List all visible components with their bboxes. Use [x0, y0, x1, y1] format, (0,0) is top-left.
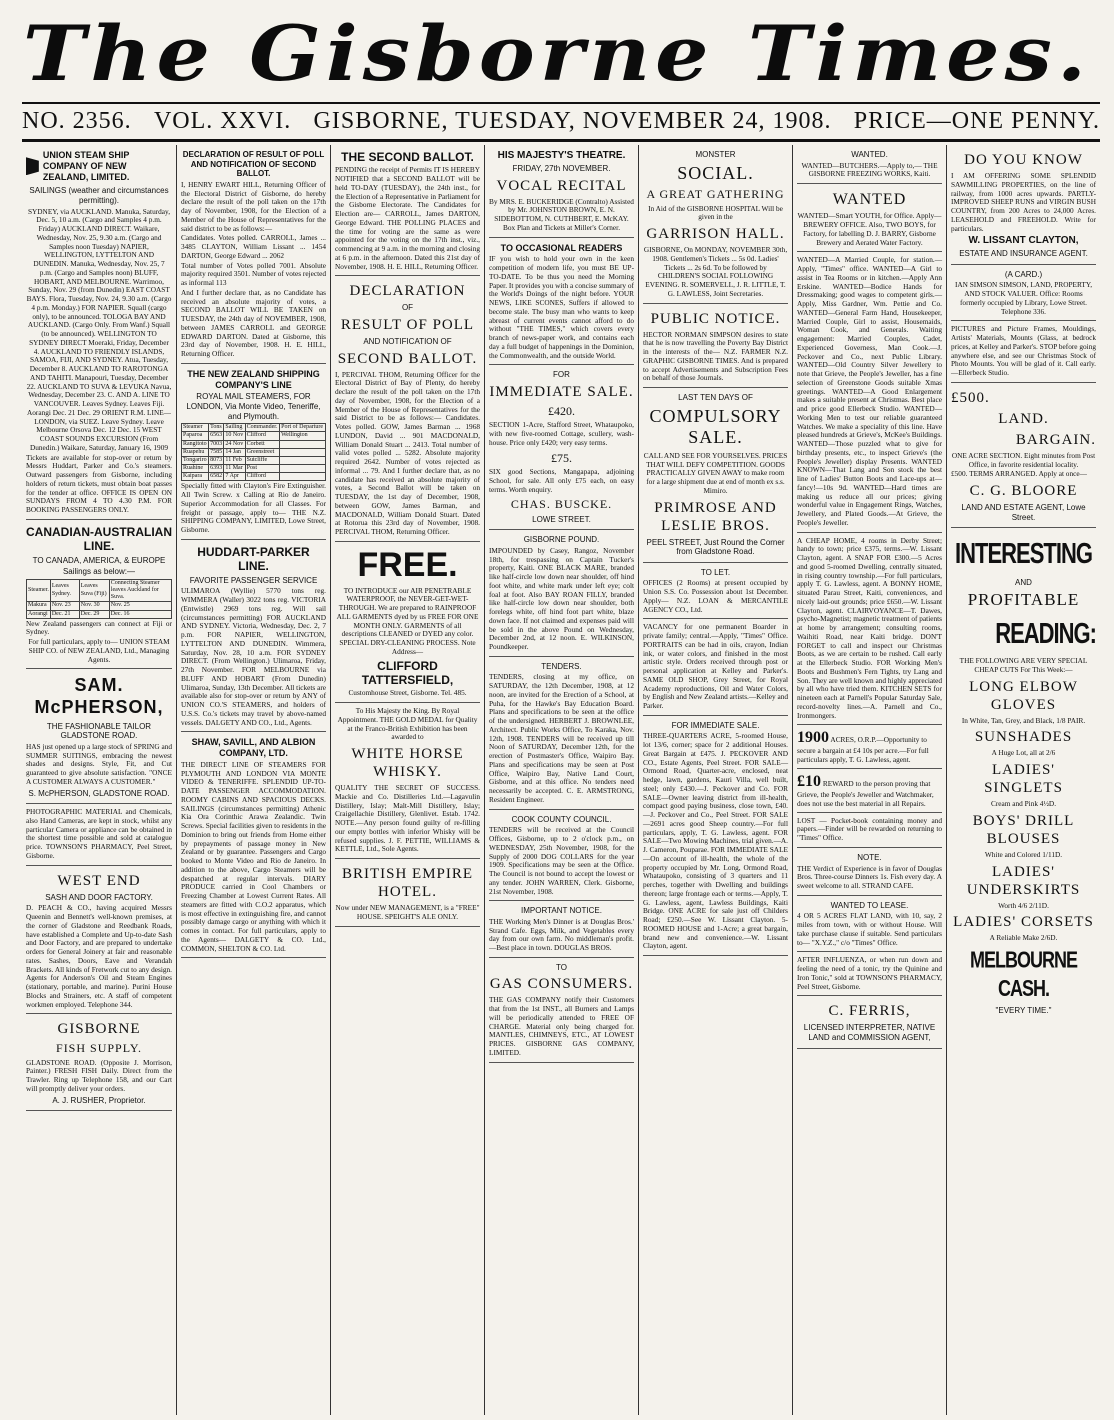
decl2-text: I, PERCIVAL THOM, Returning Officer for the Electoral District of Bay of Plenty, do hereby declare the result of the poll taken on the 17th day of November, 1908, for the Election of a Member of the House of Representatives for the said District to be as follows:— Candidates. Votes polled. GOW, James Barman ... 1968 LUNDON, David ... 901 MACDONALD, William Donald Stuart ... 2413. Total number of valid votes polled ... 5282. Absolute majority required 2642. Number of votes rejected as informal ... 79. And I further declare that, as no candidate has received an absolute majority of votes, a Second Ballot will be taken on TUESDAY, the 1st day of December, 1908, between GOW, James Barman, and MACDONALD, William Donald Stuart. Dated at Rotorua this 23rd day of November, 1908. PERCIVAL THOM, Returning Officer.	[335, 369, 480, 537]
nz-shipping-sub: ROYAL MAIL STEAMERS, FOR LONDON, Via Monte Video, Teneriffe, and Plymouth.	[186, 392, 321, 421]
sale-for: FOR	[553, 370, 570, 380]
readers-heading: TO OCCASIONAL READERS	[500, 242, 623, 253]
fish-heading: GISBORNE	[57, 1021, 141, 1038]
westend-ad	[26, 866, 172, 1015]
declaration-text: I, HENRY EWART HILL, Returning Officer of the Electoral District of Gisborne, do hereby declare the result of the poll taken on the 17th day of November, 1908, for the Election of a Member of the House of Representatives for the said district to be as follows:—	[181, 179, 326, 233]
table-cell: Aorangi	[27, 610, 51, 618]
shaw-heading: SHAW, SAVILL, AND ALBION COMPANY, LTD.	[191, 737, 316, 759]
table-row	[27, 610, 172, 618]
table-cell: 14 Jan	[224, 448, 245, 456]
table-cell: Tons	[209, 424, 224, 432]
table-cell: Greenstreet	[245, 448, 279, 456]
reward-ad	[797, 769, 942, 813]
table-cell: 11 Mar	[224, 465, 245, 473]
decl2-heading-5: SECOND BALLOT.	[337, 350, 478, 367]
table-cell: Sutcliffe	[245, 456, 279, 464]
singlets-heading: LADIES' SINGLETS	[984, 762, 1063, 797]
declaration-gisborne	[181, 145, 326, 364]
fish-sign: A. J. RUSHER, Proprietor.	[52, 1095, 146, 1105]
special-text: THE FOLLOWING ARE VERY SPECIAL CHEAP CUTS For This Week:—	[959, 656, 1088, 674]
table-cell: 8073	[210, 456, 223, 463]
table-row	[182, 456, 326, 464]
table-row	[182, 440, 326, 448]
simson-card	[951, 265, 1096, 322]
card-heading: (A CARD.)	[1004, 269, 1043, 279]
let-heading: TO LET.	[700, 567, 731, 577]
ballot-text: PENDING the receipt of Permits IT IS HEREBY NOTIFIED that a SECOND BALLOT will be held TO-DAY (TUESDAY), the 24th inst., for the Election of a Representative in Parliament for the Gisborne Electorate. The Candidates for Election are— CARROLL, James DARTON, George Edward. THE POLLING PLACES and the time for voting are the same as were appointed for the voting on the 17th inst., viz., commencing at 9 a.m. in the morning and closing at 6 p.m. in the afternoon. Dated this 21st day of November, 1908. H. E. HILL, Returning Officer.	[335, 165, 480, 271]
bloore-sub: LAND AND ESTATE AGENT, Lowe Street.	[961, 503, 1086, 522]
column-6	[792, 145, 946, 1415]
wanted1-text: WANTED—BUTCHERS.—Apply to,— THE GISBORNE FREEZING WORKS, Kaiti.	[801, 160, 938, 179]
ballot-heading: THE SECOND BALLOT.	[341, 150, 474, 164]
canadian-sub: TO CANADA, AMERICA, & EUROPE	[32, 555, 166, 565]
decl2-heading-2: OF	[401, 303, 414, 313]
underskirts-text: Worth 4/6 2/11D.	[998, 900, 1049, 910]
theatre-title: VOCAL RECITAL	[496, 177, 627, 194]
union-note: Tickets are available for stop-over or return by Messrs Huddart, Parker and Co.'s steamers. Outward passengers from Gisborne, including holders of return tickets, must obtain boat passes for the tender at office. OFFICE IS OPEN ON SUNDAYS FROM 4 TO 4.30 P.M. FOR BOOKING PASSENGERS ONLY.	[26, 452, 172, 515]
cook-heading: COOK COUNTY COUNCIL.	[511, 814, 612, 824]
wanted-youth	[797, 184, 942, 252]
social-hall: GARRISON HALL.	[646, 226, 785, 243]
last-text: CALL AND SEE FOR YOURSELVES. PRICES THAT WILL DEFY COMPETITION. GOODS PRACTICALLY GIVEN AWAY to make room for a large shipment due at end of month ex s.s. Mimiro.	[643, 450, 788, 495]
hotel-text: Now under NEW MANAGEMENT, is a "FREE" HOUSE. SPEIGHT'S ALE ONLY.	[335, 903, 480, 921]
free-sign: CLIFFORD TATTERSFIELD,	[361, 658, 454, 688]
table-cell: 10 Nov	[225, 432, 244, 439]
newspaper-title: The Gisborne Times.	[22, 8, 1092, 99]
union-sailings: SAILINGS (weather and circumstances permitting).	[29, 186, 169, 205]
land-bargain: BARGAIN.	[1015, 431, 1096, 448]
cash-sub: "EVERY TIME."	[995, 1006, 1052, 1016]
profitable-heading: PROFITABLE	[967, 590, 1080, 610]
table-cell: Commander.	[245, 424, 279, 432]
table-cell: 7003	[210, 440, 223, 447]
pound-heading: GISBORNE POUND.	[523, 535, 600, 545]
mcpherson-sub: THE FASHIONABLE TAILOR GLADSTONE ROAD.	[46, 721, 152, 741]
column-4	[484, 145, 638, 1415]
let-text: OFFICES (2 Rooms) at present occupied by Union S.S. Co. Possession about 1st December. Apply— N.Z. LOAN & MERCANTILE AGENCY CO., Ltd.	[643, 578, 788, 614]
huddart-heading: HUDDART-PARKER LINE.	[197, 544, 310, 574]
acres-text: ACRES, O.R.P.—Opportunity to secure a bargain at £4 10s per acre.—For full particulars apply, T. G. Lawless, agent.	[797, 735, 929, 765]
sunshades-heading: SUNSHADES	[974, 729, 1073, 746]
column-7	[946, 145, 1100, 1415]
second-ballot-notice	[335, 145, 480, 276]
decl2-heading-4: AND NOTIFICATION OF	[363, 336, 452, 346]
acres-number: 1900	[797, 729, 829, 747]
table-cell: Port of Departure	[280, 424, 326, 432]
primrose-heading: PRIMROSE AND LESLIE BROS.	[654, 499, 777, 534]
note-heading: NOTE.	[857, 852, 882, 862]
public-heading: PUBLIC NOTICE.	[650, 310, 781, 327]
free-ad	[335, 542, 480, 703]
reading-heading: READING:	[995, 616, 1096, 650]
public-text: HECTOR NORMAN SIMPSON desires to state that he is now travelling the Poverty Bay District in the interests of the— N.Z. FARMER N.Z. GRAPHIC GISBORNE TIMES. And is prepared to accept Advertisements and Subscription Fees on behalf of those Journals.	[643, 329, 788, 383]
westend-sub: SASH AND DOOR FACTORY.	[45, 892, 153, 902]
table-cell: Kaipara	[182, 473, 209, 481]
last-heading: COMPULSORY SALE.	[649, 405, 782, 448]
table-cell: 11 Feb	[224, 456, 245, 464]
table-cell: Post	[245, 465, 279, 473]
declaration-candidates: Candidates. Votes polled. CARROLL, James ... 3485 CLAYTON, William Lissant ... 1454 DARTON, George Edward ... 2062	[181, 233, 326, 260]
masthead	[0, 0, 1114, 105]
misc-list	[797, 533, 942, 726]
social-sub: A GREAT GATHERING	[646, 187, 785, 202]
canadian-ad	[26, 520, 172, 670]
table-cell: Wellington	[280, 432, 326, 440]
table-row	[27, 602, 172, 610]
lost-text: LOST — Pocket-book containing money and papers.—Finder will be rewarded on returning to "Times" Office.	[797, 815, 942, 843]
dateline: GISBORNE, TUESDAY, NOVEMBER 24, 1908.	[313, 107, 832, 134]
ferris-ad	[797, 996, 942, 1048]
table-cell: Dec. 16	[109, 610, 171, 618]
misc-list-text: A CHEAP HOME, 4 rooms in Derby Street; handy to town; price £375, terms.—W. Lissant Clayton, agent. A SNAP FOR £300.—5 Acres and good 5-roomed Dwelling, centrally situated, in rising country township.—For full particulars, apply T. G. Lawless, agent. A BONNY HOME, situated Parau Street, Kaiti, conveniences, and nicely laid-out grounds; price £650.—W. Lissant Clayton, agent. CLAIRVOYANCE—T. Dawes, psycho-Magnetist; magnetic treatment of patients at home by arrangement; consulting rooms, Waihiti Road, near Kaiti bridge. DON'T FORGET to call and inspect our Christmas Boots, as we are certain to be rushed. Call early at the Ellerbeck Studio. FOR Working Men's Boots and Bushmen's Fern Tights, try Lang and Son. They are well known and highly appreciated by all who have tried them. KITCHEN SETS for nineteen each at Parnell's Popular Saturday Sale, record-novelty lines.—A. Parnell and Co., Ironmongers.	[797, 535, 942, 720]
table-cell: Leaves Sydney.	[50, 579, 79, 602]
table-cell: Paparoa	[182, 432, 209, 440]
table-cell: Clifford	[245, 473, 279, 481]
nz-shipping-heading: THE NEW ZEALAND SHIPPING COMPANY'S LINE	[187, 368, 320, 390]
table-cell: 6582	[210, 473, 223, 480]
important-ad	[489, 901, 634, 958]
canadian-apply: For full particulars, apply to— UNION STEAM SHIP CO. of NEW ZEALAND, Ltd., Managing Agents.	[28, 637, 170, 664]
hotel-heading: BRITISH EMPIRE HOTEL.	[341, 866, 474, 901]
gas-ad	[489, 958, 634, 1063]
lost-ad	[797, 813, 942, 848]
mcpherson-text: HAS just opened up a large stock of SPRING and SUMMER SUITINGS, embracing the newest shades and designs. Style, Fit, and Cut guaranteed to give absolute satisfaction. "ONCE A CUSTOMER ALWAYS A CUSTOMER."	[26, 741, 172, 786]
cook-text: TENDERS will be received at the Council Offices, Gisborne, up to 2 o'clock p.m., on WEDNESDAY, 25th November, 1908, for the Supply of 2000 DOG COLLARS for the year 1909. Specifications may be seen at the Office. The Council is not bound to accept the lowest or any tender. JOHN WARREN, Clerk. Gisborne, 21st November, 1908.	[489, 825, 634, 896]
table-cell	[280, 440, 326, 448]
free-address: Customhouse Street, Gisborne. Tel. 485.	[348, 688, 467, 698]
tenders-ad	[489, 657, 634, 810]
and-text: AND	[1015, 577, 1032, 587]
land-heading: LAND.	[998, 410, 1049, 427]
column-1	[22, 145, 176, 1415]
table-cell: Sailing	[224, 424, 245, 432]
table-cell: Corbett	[245, 440, 279, 448]
bloore-heading: C. G. BLOORE	[969, 483, 1078, 500]
whisky-heading: WHITE HORSE WHISKY.	[351, 746, 464, 781]
table-row	[182, 473, 326, 481]
gas-text: THE GAS COMPANY notify their Customers that from the 1st INST., all Burners and Lamps will be periodically attended to FREE OF CHARGE. Material only being charged for. MANTLES, CHIMNEYS, ETC., AT LOWEST PRICES. GISBORNE GAS COMPANY, LIMITED.	[489, 995, 634, 1057]
table-cell: Steamer.	[27, 579, 51, 602]
nz-shipping-text: Specially fitted with Clayton's Fire Extinguisher. All Twin Screw. x Calling at Rio de Janeiro. Superior Accommodation for all Classes. For freight or passage, apply to— THE N.Z. SHIPPING COMPANY, LIMITED, Lowe Street, Gisborne.	[181, 481, 326, 535]
tenders-text: TENDERS, closing at my office, on SATURDAY, the 12th December, 1908, at 12 noon, are invited for the Erection of a School, at Puha, for the Hawke's Bay Education Board. Plans and specifications to be seen at the office of the undersigned. HERBERT J. BROWNLEE, Architect. Public Works Office, To Karaka, Nov. 12th, 1908. TENDERS will be received up till Noon of SATURDAY, December 12th, for the erection of Postmaster's Office, Waipiro Bay. Plans and specifications may be seen at Post Office, Waipiro Bay, Native Land Court, Gisborne, and at this office. No tenders need necessarily be accepted. C. E. ARMSTRONG, Resident Engineer.	[489, 672, 634, 804]
know-text: I AM OFFERING SOME SPLENDID SAWMILLING PROPERTIES, on the line of railway, from 1000 acres upwards. PARTLY-IMPROVED SHEEP RUNS and VIRGIN BUSH COUNTRY, from 200 Acres to 24,000 Acres. LEASEHOLD and FREEHOLD. Write for particulars.	[951, 171, 1096, 233]
lease-ad	[797, 896, 942, 953]
declaration-totals: Total number of Votes polled 7001. Absolute majority required 3501. Number of votes rejected as informal 113	[181, 260, 326, 288]
table-cell: 6393	[210, 465, 223, 472]
reward-text: REWARD to the person proving that Grieve, the People's Jeweller and Watchmaker, does not use the best material in all Repairs.	[797, 778, 934, 808]
buscke-ad	[489, 365, 634, 530]
wanted1-heading: WANTED.	[851, 150, 888, 159]
lease-heading: WANTED TO LEASE.	[830, 900, 909, 910]
whisky-text: To His Majesty the King. By Royal Appointment. THE GOLD MEDAL for Quality at the Franco-British Exhibition has been awarded to	[337, 706, 478, 742]
table-cell: 24 Nov	[225, 440, 244, 447]
table-cell: Nov. 23	[50, 602, 79, 610]
masthead-rule	[22, 102, 1100, 104]
sunshades-text: A Huge Lot, all at 2/6	[991, 748, 1056, 758]
table-cell: Ruahine	[182, 465, 209, 473]
declaration-footer: And I further declare that, as no Candidate has received an absolute majority of votes, a SECOND BALLOT WILL BE TAKEN on TUESDAY, the 24th day of NOVEMBER, 1908, between JAMES CARROLL and GEORGE EDWARD DARTON. Dated at Gisborne, this 23rd day of November, 1908. H. E. HILL, Returning Officer.	[181, 287, 326, 359]
cash-heading: MELBOURNE CASH.	[970, 946, 1077, 1001]
theatre-ad	[489, 145, 634, 238]
note-ad	[797, 848, 942, 896]
mcpherson-heading: SAM. McPHERSON,	[34, 675, 164, 718]
column-2	[176, 145, 330, 1415]
info-rule	[22, 139, 1100, 142]
column-5	[638, 145, 792, 1415]
immediate-sale-ad	[643, 716, 788, 956]
blouses-heading: BOYS' DRILL BLOUSES	[972, 812, 1075, 847]
canadian-heading: CANADIAN-AUSTRALIAN LINE.	[26, 524, 172, 554]
table-cell: 7585	[210, 448, 223, 455]
table-row	[182, 432, 326, 440]
photo-ad	[26, 804, 172, 866]
primrose-address: PEEL STREET, Just Round the Corner from Gladstone Road.	[646, 537, 785, 557]
sale-price-1: £420.	[548, 403, 575, 418]
table-cell	[280, 448, 326, 456]
huddart-ad	[181, 540, 326, 732]
ferris-heading: C. FERRIS,	[828, 1003, 911, 1020]
fish-ad	[26, 1014, 172, 1111]
whisky-footer: QUALITY THE SECRET OF SUCCESS. Mackie and Co. Distilleries Ltd.—Lagavulin Distillery, Islay; Malt-Mill Distillery, Islay; Craigellachie Distillery, Glenlivet. Estab. 1742. NOTE.—Any person found guilty of re-filling our empty bottles with inferior Whisky will be refused supplies. J. F. PETTIE, WILLIAMS & KETTLE, Ltd., Sole Agents.	[335, 783, 480, 854]
decl2-heading-1: DECLARATION	[349, 283, 466, 300]
pictures-ad	[951, 321, 1096, 383]
union-heading: UNION STEAM SHIP COMPANY OF NEW ZEALAND, LIMITED.	[42, 150, 130, 182]
fish-text: GLADSTONE ROAD. (Opposite J. Morrison, Painter.) FRESH FISH Daily. Direct from the Trawler. Ring up Telephone 158, and our Cart will promptly deliver your orders.	[26, 1057, 172, 1093]
important-heading: IMPORTANT NOTICE.	[521, 906, 602, 916]
table-cell: Nov. 30	[79, 602, 109, 610]
table-cell: Rangitoto	[183, 440, 207, 447]
classifieds-text: VACANCY for one permanent Boarder in private family; central.—Apply, "Times" Office. PORTRAITS can be had in oils, crayon, Indian ink, or water colors, and finished in the most artistic style. Orders received through post or personal application at Kelley and Parker's. SAME OLD SHOP, Grey Street, for Royal Academy reproductions, Oil and Water Colors, by English and New Zealand artists.—Kelley and Parker.	[643, 622, 788, 711]
volume-number: VOL. XXVI.	[153, 107, 292, 134]
immsale-heading: FOR IMMEDIATE SALE.	[671, 720, 760, 730]
column-3	[330, 145, 484, 1415]
hotel-ad	[335, 859, 480, 927]
terms-text: £500. TERMS ARRANGED. Apply at once—	[951, 469, 1087, 479]
free-text: TO INTRODUCE our AIR PENETRABLE WATERPROOF, the NEVER-GET-WET-THROUGH. We are prepared to RAINPROOF ALL GARMENTS dyed by us FREE FOR ONE MONTH ONLY. GARMENTS of all descriptions CLEANED or DYED any color. SPECIAL DRY-CLEANING PROCESS. Note Address—	[336, 585, 479, 656]
columns	[22, 145, 1100, 1415]
important-text: THE Working Men's Dinner is at Douglas Bros.' Strand Cafe. Eggs, Milk, and Vegetables every day from our own farm. No middleman's profit.—Best place in town. DOUGLAS BROS.	[489, 916, 634, 953]
know-ad	[951, 145, 1096, 265]
to-let-ad	[643, 563, 788, 620]
classifieds	[643, 619, 788, 716]
table-cell	[280, 473, 326, 481]
price: PRICE—ONE PENNY.	[853, 107, 1100, 134]
pound-text: IMPOUNDED by Casey, Rangoz, November 18th, for trespassing on Captain Tucker's property, Kaiti. ONE BLACK MARE, branded like half-circle low down near shoulder, off hind foot white, and white mark under left eye; colt foal at foot. Also BAY ROAN FILLY, branded like half-circle low down near shoulder, both forelegs white, off hind foot part white, blaze down face. If not claimed and expenses paid will be sold in the above Pound on Wednesday, December 2nd, at 12 noon. E. WILKINSON, Poundkeeper.	[489, 545, 634, 652]
compulsory-sale-ad	[643, 388, 788, 563]
corsets-text: A Reliable Make 2/6D.	[989, 933, 1058, 943]
social-heading: SOCIAL.	[677, 162, 754, 183]
interesting-heading: INTERESTING	[955, 537, 1092, 570]
note-text: THE Verdict of Experience is in favor of Douglas Bros. Three-course Dinners 1s. Fish every day. A sweet welcome to all. STRAND CAFE.	[797, 863, 942, 890]
declaration-heading: DECLARATION OF RESULT OF POLL AND NOTIFICATION OF SECOND BALLOT.	[182, 150, 325, 179]
cook-ad	[489, 810, 634, 902]
table-row	[182, 448, 326, 456]
last-days: LAST TEN DAYS OF	[678, 393, 753, 403]
lease-text: 4 OR 5 ACRES FLAT LAND, with 10, say, 2 miles from town, with or without House. Will take purchase clause if suitable. Send particulars to— "X.Y.Z.," c/o "Times" Office.	[797, 911, 942, 947]
land-text: ONE ACRE SECTION. Eight minutes from Post Office, in favorite residential locality.	[951, 450, 1096, 469]
union-steam-ad	[26, 145, 172, 520]
clayton-heading: W. LISSANT CLAYTON,	[968, 235, 1079, 247]
gloves-heading: LONG ELBOW GLOVES	[969, 678, 1078, 713]
social-text: In Aid of the GISBORNE HOSPITAL Will be given in the	[648, 203, 783, 222]
acres-ad	[797, 725, 942, 769]
wanted2-heading: WANTED	[832, 191, 907, 209]
gas-to: TO	[556, 962, 567, 972]
photo-text: PHOTOGRAPHIC MATERIAL and Chemicals, also Hand Cameras, are kept in stock, whilst any particular Camera or appliance can be obtained in the shortest time possible and sold at catalogue price. TOWNSON'S PHARMACY, Peel Street, Gisborne.	[26, 807, 172, 860]
buscke-heading: CHAS. BUSCKE.	[510, 497, 613, 512]
singlets-text: Cream and Pink 4½D.	[990, 799, 1057, 809]
public-notice	[643, 304, 788, 389]
wanted-list-text: WANTED—A Married Couple, for station.—Apply, "Times" office. WANTED—A Girl to assist in Tea Rooms or in kitchen.—Apply Ann Erskine. WANTED—Bodice Hands for Dressmaking; good wages to competent girls.—Apply, Miss Gardner, Wm. Pettie and Co. WANTED—General Farm Hand, Housekeeper, Married Couple, Girl to assist, Housemaids, Woman Cook, and Generals. Waiting engagement: Married Couples, Cadet, Experienced Governess, Man Cook.—J. Peckover and Co., next Public Library. WANTED—Old Country Silver Jewellery to note that Grieve, the People's Jeweller, has a fine selection of Greenstone Goods suitable Xmas greetings. WANTED—A Good Enlargement makes a suitable present at Christmas. Best place and price good Ellerbeck Studio. WANTED—Working Men to test our reliable guaranteed Watches. We make a speciality of this line. Have pleased hundreds at Grieve's, McKee's Buildings. WANTED—Those puzzled what to give for birthday presents, etc., to inspect Grieve's (the People's Jeweller) display Presents. WANTED KNOWN—That Lang and Son stock the best line of Ladies' Button Boots and Lace-ups at—fancy!—10s 9d. WANTED—Hard times are making us reduce all our prices; giving wonderful value in Engagement Rings, Watches, Jewellery, and Plated Goods.—At Grieve, the People's Jeweller.	[797, 255, 942, 527]
mcpherson-ad	[26, 669, 172, 804]
readers-ad	[489, 238, 634, 366]
shaw-ad	[181, 732, 326, 958]
influenza-text: AFTER INFLUENZA, or when run down and feeling the need of a tonic, try the Quinine and Iron Tonic," sold at TOWNSON'S PHARMACY, Peel Street, Gisborne.	[797, 955, 942, 991]
table-cell: Makura	[27, 602, 51, 610]
table-cell: Connecting Steamer leaves Auckland for Suva.	[109, 579, 171, 602]
sale-text-2: SIX good Sections, Mangapapa, adjoining School, for sale. All only £75 each, on easy terms. Worth enquiry.	[489, 467, 634, 494]
simson-text: IAN SIMSON SIMSON, LAND, PROPERTY, AND STOCK VALUER. Office: Rooms formerly occupied by Library, Lowe Street. Telephone 336.	[954, 280, 1093, 316]
declaration-bop	[335, 276, 480, 541]
sale-price-2: £75.	[551, 450, 572, 465]
huddart-text: ULIMAROA (Wyllie) 5770 tons reg. WIMMERA (Waller) 3022 tons reg. VICTORIA (Entwistle) 2969 tons reg. Will sail (circumstances permitting) FOR AUCKLAND AND SYDNEY. Victoria, Wednesday, Dec. 2, 7 p.m. FOR NAPIER, WELLINGTON, LYTTELTON AND DUNEDIN. Wimmera, Saturday, Nov. 28, 10 a.m. FOR SYDNEY DIRECT. (From Wellington.) Ulimaroa, Friday, 27th November. FOR MELBOURNE via BLUFF AND HOBART (From Dunedin) Ulimaroa, Sunday, 13th December. All tickets are available also for stop-over or return by ANY of UNION CO.'S STEAMERS, and holders of U.S.S. Co.'s tickets may travel by above-named vessels. DALGETY AND CO., Ltd., Agents.	[181, 586, 326, 727]
know-heading: DO YOU KNOW	[964, 152, 1083, 168]
tenders-heading: TENDERS.	[541, 661, 582, 671]
table-cell	[280, 465, 326, 473]
wanted-butchers	[797, 145, 942, 184]
canadian-table	[26, 579, 172, 619]
table-row	[182, 465, 326, 473]
table-cell: Leaves Suva (Fiji)	[79, 579, 109, 602]
table-cell: Dec. 29	[79, 610, 109, 618]
table-row	[27, 579, 172, 602]
corsets-heading: LADIES' CORSETS	[953, 914, 1094, 931]
table-cell: Clifford	[245, 432, 279, 440]
table-cell: Nov. 25	[109, 602, 171, 610]
underskirts-heading: LADIES' UNDERSKIRTS	[966, 863, 1081, 898]
issue-number: NO. 2356.	[22, 107, 132, 134]
table-cell: Steamer	[182, 424, 209, 432]
table-cell: Ruapehu	[182, 448, 209, 456]
land-ad	[951, 383, 1096, 528]
table-cell: Tongariro	[182, 456, 209, 464]
sale-heading: IMMEDIATE SALE.	[489, 383, 634, 400]
table-cell: 7 Apr	[224, 473, 245, 481]
mcpherson-sign: S. McPHERSON, GLADSTONE ROAD.	[28, 788, 170, 798]
westend-text: D. PEACH & CO., having acquired Messrs Queenin and Bennett's well-known premises, at the corner of Gladstone and Reedbank Roads, have established a Complete and Up-to-date Sash and Door Factory, and are prepared to undertake orders for General Joinery at fair and reasonable rates. Sashes, Doors, Eave and Verandah Brackets. All kinds of Fretwork cut to any design. Agents for Anderson's Oil and Steam Engines (stationary, portable, and marine). Purini House Blocks and Strainers, etc. A staff of competent workmen employed. Telephone 344.	[26, 903, 172, 1009]
fish-sub: FISH SUPPLY.	[56, 1041, 142, 1056]
wanted2-text: WANTED—Smart YOUTH, for Office. Apply— BREWERY OFFICE. Also, TWO BOYS, for Factory, for labelling D. J. BARRY, Gisborne Brewery and Aerated Water Factory.	[797, 211, 942, 247]
theatre-heading: HIS MAJESTY'S THEATRE.	[497, 150, 626, 161]
immsale-text: THREE-QUARTERS ACRE, 5-roomed House, lot 13/6, corner; space for 2 additional Houses. Great Bargain at £475. J. PECKOVER AND CO., Estate Agents, Peel Street. FOR SALE—Ormond Road, Quarter-acre, enclosed, neat hedge, lawn, gardens, Kauri Villa, well built, steel; only £430.—J. Peckover and Co. FOR SALE—Owner leaving district from ill-health, compact good paying business, close town, £40.—J. Peckover and Co., Peel Street. FOR SALE—2691 acres good Sheep country.—For full particulars, apply, T. G. Lawless, agent. FOR SALE—Two Mowing Machines, trial given.—A. J. Cameron, Pouparae. FOR IMMEDIATE SALE—On account of ill-health, the whole of the property occupied by Mr. Long, Ormond Road, Whataupoko, consisting of 3 quarters and 11 perches, together with Dwelling and buildings thereon; large frontage each or terms.—Apply, T. G. Lawless, agent, Lawless Buildings, Kaiti Bridge. ONE ACRE for sale just off Childers Road; £250.—See W. Lissant Clayton. 5-ROOMED HOUSE and 1-Acre; a great bargain, brand new and convenience.—W. Lissant Clayton, agent.	[643, 731, 788, 951]
table-cell	[280, 456, 326, 464]
huddart-sub: FAVORITE PASSENGER SERVICE	[189, 575, 318, 585]
nz-shipping-ad	[181, 364, 326, 540]
gas-heading: GAS CONSUMERS.	[489, 976, 634, 993]
westend-heading: WEST END	[57, 872, 141, 889]
buscke-address: LOWE STREET.	[532, 514, 591, 524]
clayton-sub: ESTATE AND INSURANCE AGENT.	[959, 249, 1088, 259]
readers-text: IF you wish to hold your own in the keen competition of modern life, you must BE UP-TO-DATE. To be thus you need the Morning Paper. It provides you with a concise summary of the World's Doings of the night before. YOUR NEWS, LIKE SCONES, Suffers if allowed to become stale. The busy man who wants to keep abreast of current events cannot afford to do without "THE TIMES," which covers every branch of news-paper work, and contains each day a full budget of happenings in the Dominion, the Commonwealth, and the outside World.	[489, 254, 634, 360]
union-schedule: SYDNEY, via AUCKLAND. Manuka, Saturday, Dec. 5, 10 a.m. (Cargo and Samples 4 p.m. Friday) AUCKLAND DIRECT. Waikare, Wednesday, Nov. 25, 9.30 a.m. (Cargo and Samples noon Tuesday) NAPIER, WELLINGTON, LYTTELTON AND DUNEDIN. Manuka, Wednesday, Nov. 25, 7 p.m. (Cargo and Samples noon) BLUFF, HOBART, AND MELBOURNE. Warrimoo, Sunday, Nov. 29 (from Dunedin) EAST COAST BAYS. Flora, Tuesday, Nov. 24, 9.30 a.m. (Cargo 4 p.m. Monday.) FOR NAPIER. Squall (cargo only), to be announced. TOLOGA BAY AND AUCKLAND. (Cargo Only. From Wanf.) Squall (to be announced). WELLINGTON TO SYDNEY DIRECT Moeraki, Friday, December 4. AUCKLAND TO FRIENDLY ISLANDS, SAMOA, FIJI, AND SYDNEY. Atua, Tuesday, December 8. AUCKLAND TO RAROTONGA AND TAHITI. Manapouri, Tuesday, December 22. AUCKLAND TO SUVA & LEVUKA Navua, Wednesday, December 23. C. AND A. LINE TO VANCOUVER. Leaves Sydney. Leaves Fiji. Aorangi Dec. 21 Dec. 29 ORIENT R.M. LINE—LONDON, via SUEZ. Leave Sydney. Leave Melbourne Orsova Dec. 12 Dec. 15 WEST COAST SOUNDS EXCURSION (From Dunedin.) Waikare, Saturday, January 16, 1909	[26, 206, 172, 452]
gloves-text: In White, Tan, Grey, and Black, 1/8 PAIR.	[961, 715, 1086, 725]
ferris-text: LICENSED INTERPRETER, NATIVE LAND and COMMISSION AGENT,	[803, 1023, 936, 1042]
land-price: £500.	[951, 389, 990, 406]
social-pre: MONSTER	[695, 150, 736, 159]
shaw-text: THE DIRECT LINE OF STEAMERS FOR PLYMOUTH AND LONDON VIA MONTE VIDEO & TENERIFFE. SPLENDID UP-TO-DATE PASSENGER ACCOMMODATION. ROOMY CABINS AND SPACIOUS DECKS. SAILINGS (circumstances permitting) Athenic Kia Ora Corinthic Arawa Zealandic. Twin Screws. Special facilities given to residents in the Dominion to bring out friends from Home either by prepayments of passage money in New Zealand or by guarantee. Passengers and Cargo booked to Monte Video and Rio de Janeiro. In addition to the above, Cargo Steamers will be despatched at regular intervals. DIARY PRODUCE carried in Cool Chambers or Freezing Chamber at Lowest Current Rates. All steamers are fitted with C.O.2 apparatus, which is most effective in extinguishing fire, and cannot possibly damage cargo or anything with which it comes in contact. For full particulars, apply to the Agents— DALGETY & CO. Ltd., COMMON, SHELTON & CO. Ltd.	[181, 759, 326, 953]
blouses-text: White and Colored 1/11D.	[984, 849, 1063, 859]
theatre-text: By MRS. E. BUCKERIDGE (Contralto) Assisted by Mr. JOHNSTON BROWN, E. N. SIDEBOTTOM, N. CUTHBERT, E. McKAY. Box Plan and Tickets at Miller's Corner.	[489, 196, 634, 232]
sale-text-1: SECTION 1-Acre, Stafford Street, Whataupoko, with new five-roomed Cottage, scullery, wash-house. Price only £420; very easy terms.	[489, 420, 634, 447]
pictures-text: PICTURES and Picture Frames, Mouldings, Artists' Materials, Mounts (Glass, at bedrock prices, at Kelley and Parker's. STOP before going anywhere else, and see our Christmas Stock of Photo Mounts. You will be glad of it. Call early.—Ellerbeck Studio.	[951, 324, 1096, 378]
issue-info-bar	[22, 106, 1100, 136]
table-row	[182, 424, 326, 432]
canadian-note: New Zealand passengers can connect at Fiji or Sydney.	[26, 618, 172, 637]
table-cell: 6563	[210, 432, 223, 439]
canadian-sailings: Sailings as below:—	[62, 567, 136, 577]
whisky-ad	[335, 703, 480, 859]
social-ad	[643, 145, 788, 304]
flag-icon	[26, 157, 39, 175]
free-heading: FREE.	[357, 545, 458, 584]
decl2-heading-3: RESULT OF POLL	[340, 316, 475, 333]
melbourne-cash-ad	[951, 528, 1096, 1021]
theatre-date: FRIDAY, 27th NOVEMBER.	[512, 164, 611, 173]
reward-number: £10	[797, 772, 821, 790]
influenza-ad	[797, 952, 942, 996]
social-text-2: GISBORNE, On MONDAY, NOVEMBER 30th, 1908. Gentlemen's Tickets ... 5s 0d. Ladies' Tickets ... 2s 6d. To be followed by CHILDREN'S SOCIAL FOLLOWING EVENING. R. SOMERVELL, J. R. LITTLE, T. G. LAWLESS, Joint Secretaries.	[643, 245, 788, 298]
table-cell: Dec. 21	[50, 610, 79, 618]
nz-shipping-table	[181, 423, 326, 481]
wanted-list	[797, 252, 942, 532]
pound-ad	[489, 530, 634, 657]
